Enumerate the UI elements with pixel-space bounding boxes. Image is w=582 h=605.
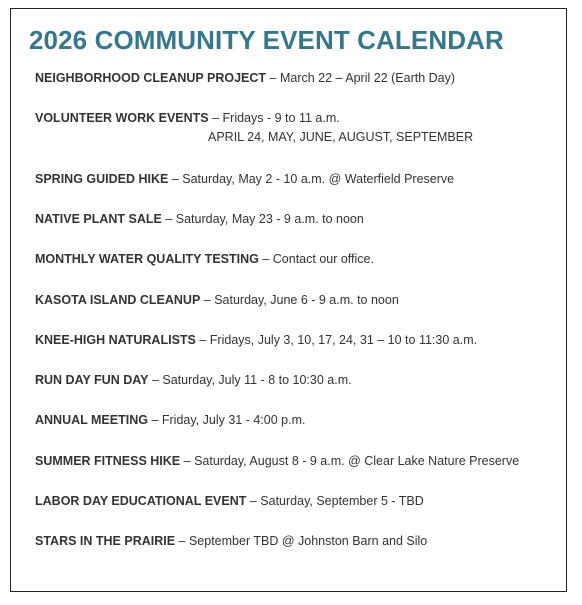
event-item-stars-prairie <box>35 534 565 574</box>
event-name: KASOTA ISLAND CLEANUP <box>35 292 201 307</box>
event-detail: – Saturday, September 5 - TBD <box>249 494 424 509</box>
event-name: SPRING GUIDED HIKE <box>35 171 169 186</box>
event-item-volunteer-work <box>35 111 565 171</box>
event-list <box>35 71 565 575</box>
calendar-frame <box>10 8 567 592</box>
event-name: KNEE-HIGH NATURALISTS <box>35 332 196 347</box>
event-detail: – Fridays - 9 to 11 a.m. <box>212 111 340 126</box>
event-item-neighborhood-cleanup <box>35 71 565 111</box>
event-detail: – Friday, July 31 - 4:00 p.m. <box>151 413 306 428</box>
event-detail: – Saturday, June 6 - 9 a.m. to noon <box>203 292 399 307</box>
event-name: NEIGHBORHOOD CLEANUP PROJECT <box>35 71 267 85</box>
event-item-kasota-cleanup <box>35 293 565 333</box>
event-item-water-testing <box>35 252 565 292</box>
event-item-run-day <box>35 373 565 413</box>
event-name: SUMMER FITNESS HIKE <box>35 453 181 468</box>
event-detail: – September TBD @ Johnston Barn and Silo <box>178 534 428 549</box>
event-detail: – March 22 – April 22 (Earth Day) <box>269 71 456 85</box>
page-title: 2026 COMMUNITY EVENT CALENDAR <box>29 25 504 55</box>
event-item-spring-hike <box>35 172 565 212</box>
event-name: NATIVE PLANT SALE <box>35 211 162 226</box>
event-name: VOLUNTEER WORK EVENTS <box>35 111 209 126</box>
event-detail: – Saturday, August 8 - 9 a.m. @ Clear Lake Nature Preserve <box>183 453 520 468</box>
event-name: MONTHLY WATER QUALITY TESTING <box>35 252 259 267</box>
event-detail: – Saturday, May 23 - 9 a.m. to noon <box>165 211 364 226</box>
event-detail: – Contact our office. <box>262 252 374 267</box>
event-detail: – Saturday, May 2 - 10 a.m. @ Waterfield Preserve <box>171 171 455 186</box>
event-item-native-plant-sale <box>35 212 565 252</box>
event-item-summer-hike <box>35 454 565 494</box>
event-name: RUN DAY FUN DAY <box>35 373 149 388</box>
event-item-labor-day <box>35 494 565 534</box>
event-name: ANNUAL MEETING <box>35 413 148 428</box>
event-months: APRIL 24, MAY, JUNE, AUGUST, SEPTEMBER <box>208 130 474 145</box>
event-detail: – Fridays, July 3, 10, 17, 24, 31 – 10 to 11:30 a.m. <box>199 332 478 347</box>
event-item-annual-meeting <box>35 413 565 453</box>
event-detail: – Saturday, July 11 - 8 to 10:30 a.m. <box>151 373 352 388</box>
event-name: LABOR DAY EDUCATIONAL EVENT <box>35 494 247 509</box>
event-name: STARS IN THE PRAIRIE <box>35 534 176 549</box>
event-item-knee-high-naturalists <box>35 333 565 373</box>
